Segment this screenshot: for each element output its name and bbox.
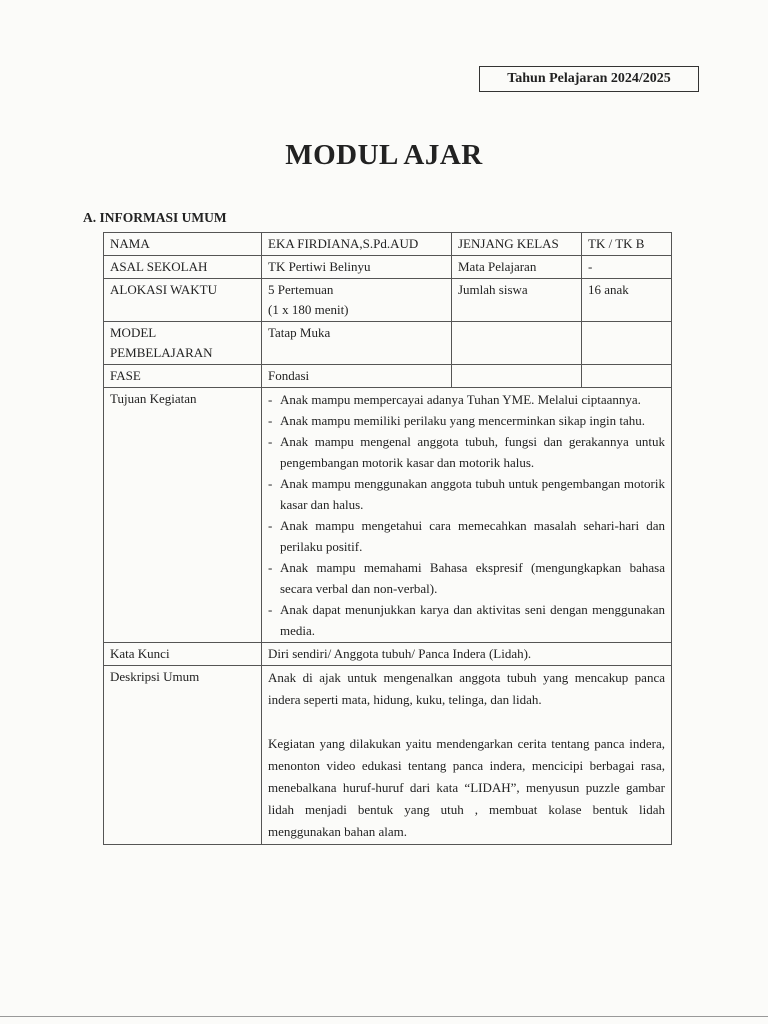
section-heading: A. INFORMASI UMUM [83, 210, 227, 225]
value-cell: 16 anak [582, 279, 672, 322]
label-cell: ALOKASI WAKTU [104, 279, 262, 322]
label-cell: JENJANG KELAS [452, 233, 582, 256]
alokasi-line-1: 5 Pertemuan [268, 282, 334, 297]
alokasi-line-2: (1 x 180 menit) [268, 302, 349, 317]
label-cell: ASAL SEKOLAH [104, 256, 262, 279]
label-cell: Kata Kunci [104, 643, 262, 666]
table-row [104, 233, 672, 256]
model-label-line-1: MODEL [110, 325, 157, 340]
school-year-box: Tahun Pelajaran 2024/2025 [479, 66, 699, 92]
value-cell: TK / TK B [582, 233, 672, 256]
list-item: - Anak mampu memahami Bahasa ekspresif (mengungkapkan bahasa secara verbal dan non-verbal). [268, 557, 665, 599]
goals-cell [262, 388, 672, 643]
list-item: - Anak mampu mengetahui cara memecahkan masalah sehari-hari dan perilaku positif. [268, 515, 665, 557]
description-paragraph-1: Anak di ajak untuk mengenalkan anggota tubuh yang mencakup panca indera seperti mata, hidung, kuku, telinga, dan lidah. [268, 670, 665, 707]
label-cell: Deskripsi Umum [104, 666, 262, 845]
value-cell: EKA FIRDIANA,S.Pd.AUD [262, 233, 452, 256]
value-cell: Tatap Muka [262, 322, 452, 365]
label-cell: Mata Pelajaran [452, 256, 582, 279]
label-cell: FASE [104, 365, 262, 388]
empty-cell [452, 322, 582, 365]
label-cell [104, 322, 262, 365]
list-item: - Anak mampu mempercayai adanya Tuhan YME. Melalui ciptaannya. [268, 389, 665, 410]
table-row [104, 666, 672, 845]
empty-cell [582, 322, 672, 365]
value-cell: - [582, 256, 672, 279]
value-cell [262, 279, 452, 322]
value-cell: Diri sendiri/ Anggota tubuh/ Panca Indera (Lidah). [262, 643, 672, 666]
value-cell: Fondasi [262, 365, 452, 388]
empty-cell [452, 365, 582, 388]
description-cell [262, 666, 672, 845]
value-cell: TK Pertiwi Belinyu [262, 256, 452, 279]
table-row [104, 322, 672, 365]
table-row [104, 256, 672, 279]
label-cell: Jumlah siswa [452, 279, 582, 322]
list-item: - Anak dapat menunjukkan karya dan aktivitas seni dengan menggunakan media. [268, 599, 665, 641]
table-row [104, 279, 672, 322]
label-cell: Tujuan Kegiatan [104, 388, 262, 643]
goal-list [268, 389, 665, 641]
table-row [104, 365, 672, 388]
page-bottom-edge [0, 1016, 768, 1017]
document-title: MODUL AJAR [285, 139, 483, 171]
model-label-line-2: PEMBELAJARAN [110, 345, 213, 360]
label-cell: NAMA [104, 233, 262, 256]
general-info-table [103, 232, 672, 845]
list-item: - Anak mampu menggunakan anggota tubuh untuk pengembangan motorik kasar dan halus. [268, 473, 665, 515]
table-row [104, 388, 672, 643]
list-item: - Anak mampu memiliki perilaku yang mencerminkan sikap ingin tahu. [268, 410, 665, 431]
empty-cell [582, 365, 672, 388]
list-item: - Anak mampu mengenal anggota tubuh, fungsi dan gerakannya untuk pengembangan motorik kasar dan motorik halus. [268, 431, 665, 473]
description-paragraph-2: Kegiatan yang dilakukan yaitu mendengarkan cerita tentang panca indera, menonton video edukasi tentang panca indera, mencicipi berbagai rasa, menebalkana huruf-huruf dari kata “LIDAH”, menyusun puzzle gambar lidah menjadi bentuk yang utuh , membuat kolase bentuk lidah menggunakan bahan alam. [268, 736, 665, 839]
table-row [104, 643, 672, 666]
